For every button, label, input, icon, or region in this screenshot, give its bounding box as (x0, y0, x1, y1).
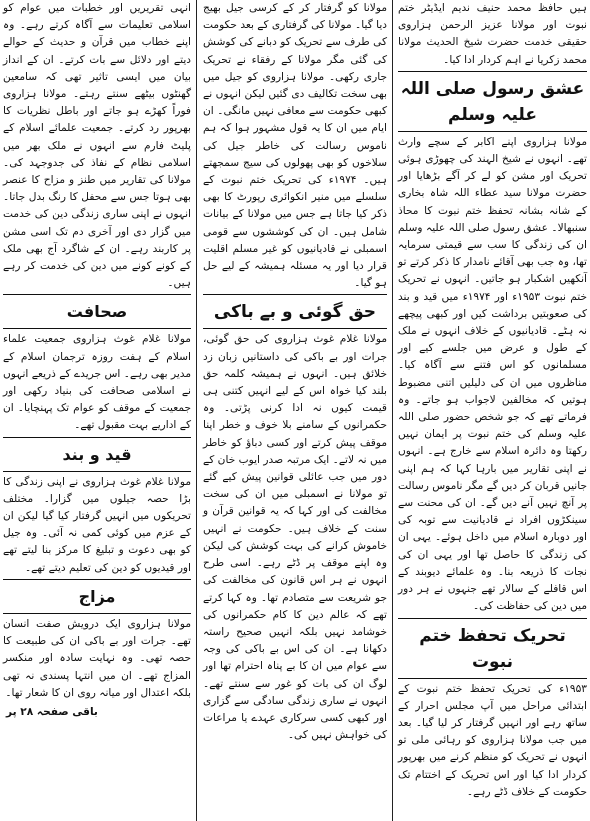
column-divider (392, 0, 393, 821)
section-heading: تحریک تحفظ ختم نبوت (419, 625, 566, 672)
middle-column (200, 0, 390, 821)
body-paragraph: مولانا ہزاروی اپنے اکابر کے سچے وارث تھے۔ انہوں نے شیخ الہند کی چھوڑی ہوئی تحریک اور مشن کو لے کر آگے بڑھایا اور حضرت مولانا سید عطاء اللہ شاہ بخاری کے شانہ بشانہ تحفظ ختم نبوت کا محاذ سنبھالا۔ عشق رسول صلی اللہ علیہ وسلم ان کی زندگی کا سب سے قیمتی سرمایہ تھا، وہ جب بھی آقائے نامدار کا ذکر کرتے تو آنکھیں اشکبار ہو جاتیں۔ انہوں نے تحریک ختم نبوت ۱۹۵۳ء اور ۱۹۷۴ء میں قید و بند کی صعوبتیں برداشت کیں اور کبھی پیچھے نہ ہٹے۔ قادیانیوں کے خلاف انہوں نے ملک کے طول و عرض میں جلسے کیے اور مسلمانوں کو اس فتنے سے آگاہ کیا۔ مناظروں میں ان کی دلیلیں اتنی مضبوط ہوتیں کہ مخالفین لاجواب ہو جاتے۔ وہ فرماتے تھے کہ جو شخص حضور صلی اللہ علیہ وسلم کی ختم نبوت پر ایمان نہیں رکھتا وہ دائرہ اسلام سے خارج ہے۔ انہوں نے اپنی تقاریر میں بارہا کہا کہ ہم اپنی جانیں قربان کر دیں گے مگر ناموس رسالت پر آنچ نہیں آنے دیں گے۔ ان کی محنت سے سینکڑوں افراد نے قادیانیت سے توبہ کی اور دوبارہ اسلام میں داخل ہوئے۔ یہی ان کی زندگی کا حاصل تھا اور یہی ان کی نجات کا ذریعہ بنا۔ وہ علمائے دیوبند کے اس قافلے کے سالار تھے جنہوں نے ہر دور میں دین کی حفاظت کی۔ (398, 135, 587, 613)
section-heading-box (398, 618, 587, 679)
section-heading-box (3, 579, 191, 614)
section-heading: مزاج (78, 586, 116, 606)
intro-paragraph: ہیں حافظ محمد حنیف ندیم ایڈیٹر ختم نبوت اور مولانا عزیز الرحمن ہزاروی حقیقی خدمت حضرت شیخ الحدیث مولانا محمد زکریا نے اہم کردار ادا کیا۔ (398, 2, 587, 66)
body-paragraph: مولانا غلام غوث ہزاروی کی حق گوئی، جرات اور بے باکی کی داستانیں زبان زد خلائق ہیں۔ انہوں نے ہمیشہ کلمہ حق بلند کیا خواہ اس کے لیے انہیں کتنی ہی قیمت کیوں نہ ادا کرنی پڑتی۔ وہ حکمرانوں کے سامنے بلا خوف و خطر اپنا موقف پیش کرتے اور کسی دباؤ کو خاطر میں نہ لاتے۔ ایک مرتبہ صدر ایوب خان کے دور میں جب عائلی قوانین پیش کیے گئے تو مولانا نے اسمبلی میں ان کی سخت مخالفت کی اور کہا کہ یہ قوانین قرآن و سنت کے خلاف ہیں۔ حکومت نے انہیں خاموش کرانے کی بہت کوشش کی لیکن وہ اپنے موقف پر ڈٹے رہے۔ اسی طرح انہوں نے ہر اس قانون کی مخالفت کی جو شریعت سے متصادم تھا۔ وہ کہا کرتے تھے کہ عالم دین کا کام حکمرانوں کی خوشامد نہیں بلکہ انہیں صحیح راستہ دکھانا ہے۔ ان کی اس بے باکی کی وجہ سے عوام میں ان کا بے پناہ احترام تھا اور لوگ ان کی بات کو غور سے سنتے تھے۔ انہوں نے ساری زندگی سادگی سے گزاری اور کبھی کسی سرکاری عہدے یا مراعات کی خواہش نہیں کی۔ (203, 333, 387, 742)
column-divider (196, 0, 197, 821)
section-heading-box (3, 294, 191, 329)
section-heading: حق گوئی و بے باکی (213, 302, 377, 323)
section-heading: قید و بند (62, 444, 132, 464)
right-column (395, 0, 590, 821)
section-heading-box (3, 437, 191, 472)
section-heading-box (398, 71, 587, 132)
continued-note: باقی صفحہ ۲۸ پر (6, 705, 98, 718)
left-column (0, 0, 194, 821)
body-paragraph: انہی تقریریں اور خطبات میں عوام کو اسلامی تعلیمات سے آگاہ کرتے رہے۔ وہ اپنے خطاب میں قرآن و حدیث کے حوالے دیتے اور دلائل سے بات کرتے۔ ان کے انداز بیان میں ایسی تاثیر تھی کہ سامعین گھنٹوں بیٹھے سنتے رہتے۔ مولانا ہزاروی فوراً کھڑے ہو جاتے اور باطل نظریات کا بھرپور رد کرتے۔ جمعیت علمائے اسلام کے پلیٹ فارم سے انہوں نے ملک بھر میں اسلامی نظام کے نفاذ کی جدوجہد کی۔ مولانا کی تقاریر میں طنز و مزاح کا عنصر بھی ہوتا جس سے محفل کا رنگ بدل جاتا۔ انہوں نے اپنی ساری زندگی دین کی خدمت میں گزار دی اور آخری دم تک اسی مشن پر کاربند رہے۔ ان کے شاگرد آج بھی ملک کے کونے کونے میں دین کی خدمت کر رہے ہیں۔ (3, 2, 191, 290)
section-heading-box (203, 294, 387, 329)
section-heading: عشق رسول صلی اللہ علیہ وسلم (400, 78, 585, 125)
section-heading: صحافت (66, 302, 128, 322)
body-paragraph: ۱۹۵۳ء کی تحریک تحفظ ختم نبوت کے ابتدائی مراحل میں آپ مجلس احرار کے ساتھ رہے اور انہیں گرفتار کر لیا گیا۔ بعد میں جب مولانا ہزاروی کو رہائی ملی تو انہوں نے تحریک کو منظم کرنے میں بھرپور کردار ادا کیا اور اس تحریک کے اختتام تک حکومت کے خلاف ڈٹے رہے۔ (398, 682, 587, 798)
body-paragraph: مولانا غلام غوث ہزاروی نے اپنی زندگی کا بڑا حصہ جیلوں میں گزارا۔ مختلف تحریکوں میں انہیں گرفتار کیا گیا لیکن ان کے عزم میں کوئی کمی نہ آئی۔ وہ جیل کو بھی دعوت و تبلیغ کا مرکز بنا لیتے تھے اور قیدیوں کو دین کی تعلیم دیتے تھے۔ (3, 475, 191, 574)
body-paragraph: مولانا غلام غوث ہزاروی جمعیت علماء اسلام کے ہفت روزہ ترجمان اسلام کے مدیر بھی رہے۔ اس جریدے کے ذریعے انہوں نے اسلامی صحافت کی بنیاد رکھی اور جمعیت کے موقف کو عوام تک پہنچایا۔ ان کے اداریے بہت مقبول تھے۔ (3, 333, 191, 432)
body-paragraph: مولانا کو گرفتار کر کے کرسی جیل بھیج دیا گیا۔ مولانا کی گرفتاری کے بعد حکومت کی طرف سے تحریک کو دبانے کی کوشش کی گئی مگر مولانا کے رفقاء نے تحریک جاری رکھی۔ مولانا ہزاروی کو جیل میں بھی سخت تکالیف دی گئیں لیکن انہوں نے کبھی حکومت سے معافی نہیں مانگی۔ ان ایام میں ان کا یہ قول مشہور ہوا کہ ہم ناموس رسالت کی خاطر جیل کی سلاخوں کو بھی پھولوں کی سیج سمجھتے ہیں۔ ۱۹۷۴ء کی تحریک ختم نبوت کے سلسلے میں منیر انکوائری رپورٹ کا بھی ذکر کیا جاتا ہے جس میں مولانا کے بیانات شامل ہیں۔ ان کی کوششوں سے قومی اسمبلی نے قادیانیوں کو غیر مسلم اقلیت قرار دیا اور یہ مسئلہ ہمیشہ کے لیے حل ہو گیا۔ (203, 2, 387, 290)
body-paragraph: مولانا ہزاروی ایک درویش صفت انسان تھے۔ جرات اور بے باکی ان کی طبیعت کا حصہ تھی۔ وہ نہایت سادہ اور منکسر المزاج تھے۔ ان میں انتہا پسندی نہ تھی بلکہ اعتدال اور میانہ روی ان کا شعار تھا۔ (3, 617, 191, 699)
